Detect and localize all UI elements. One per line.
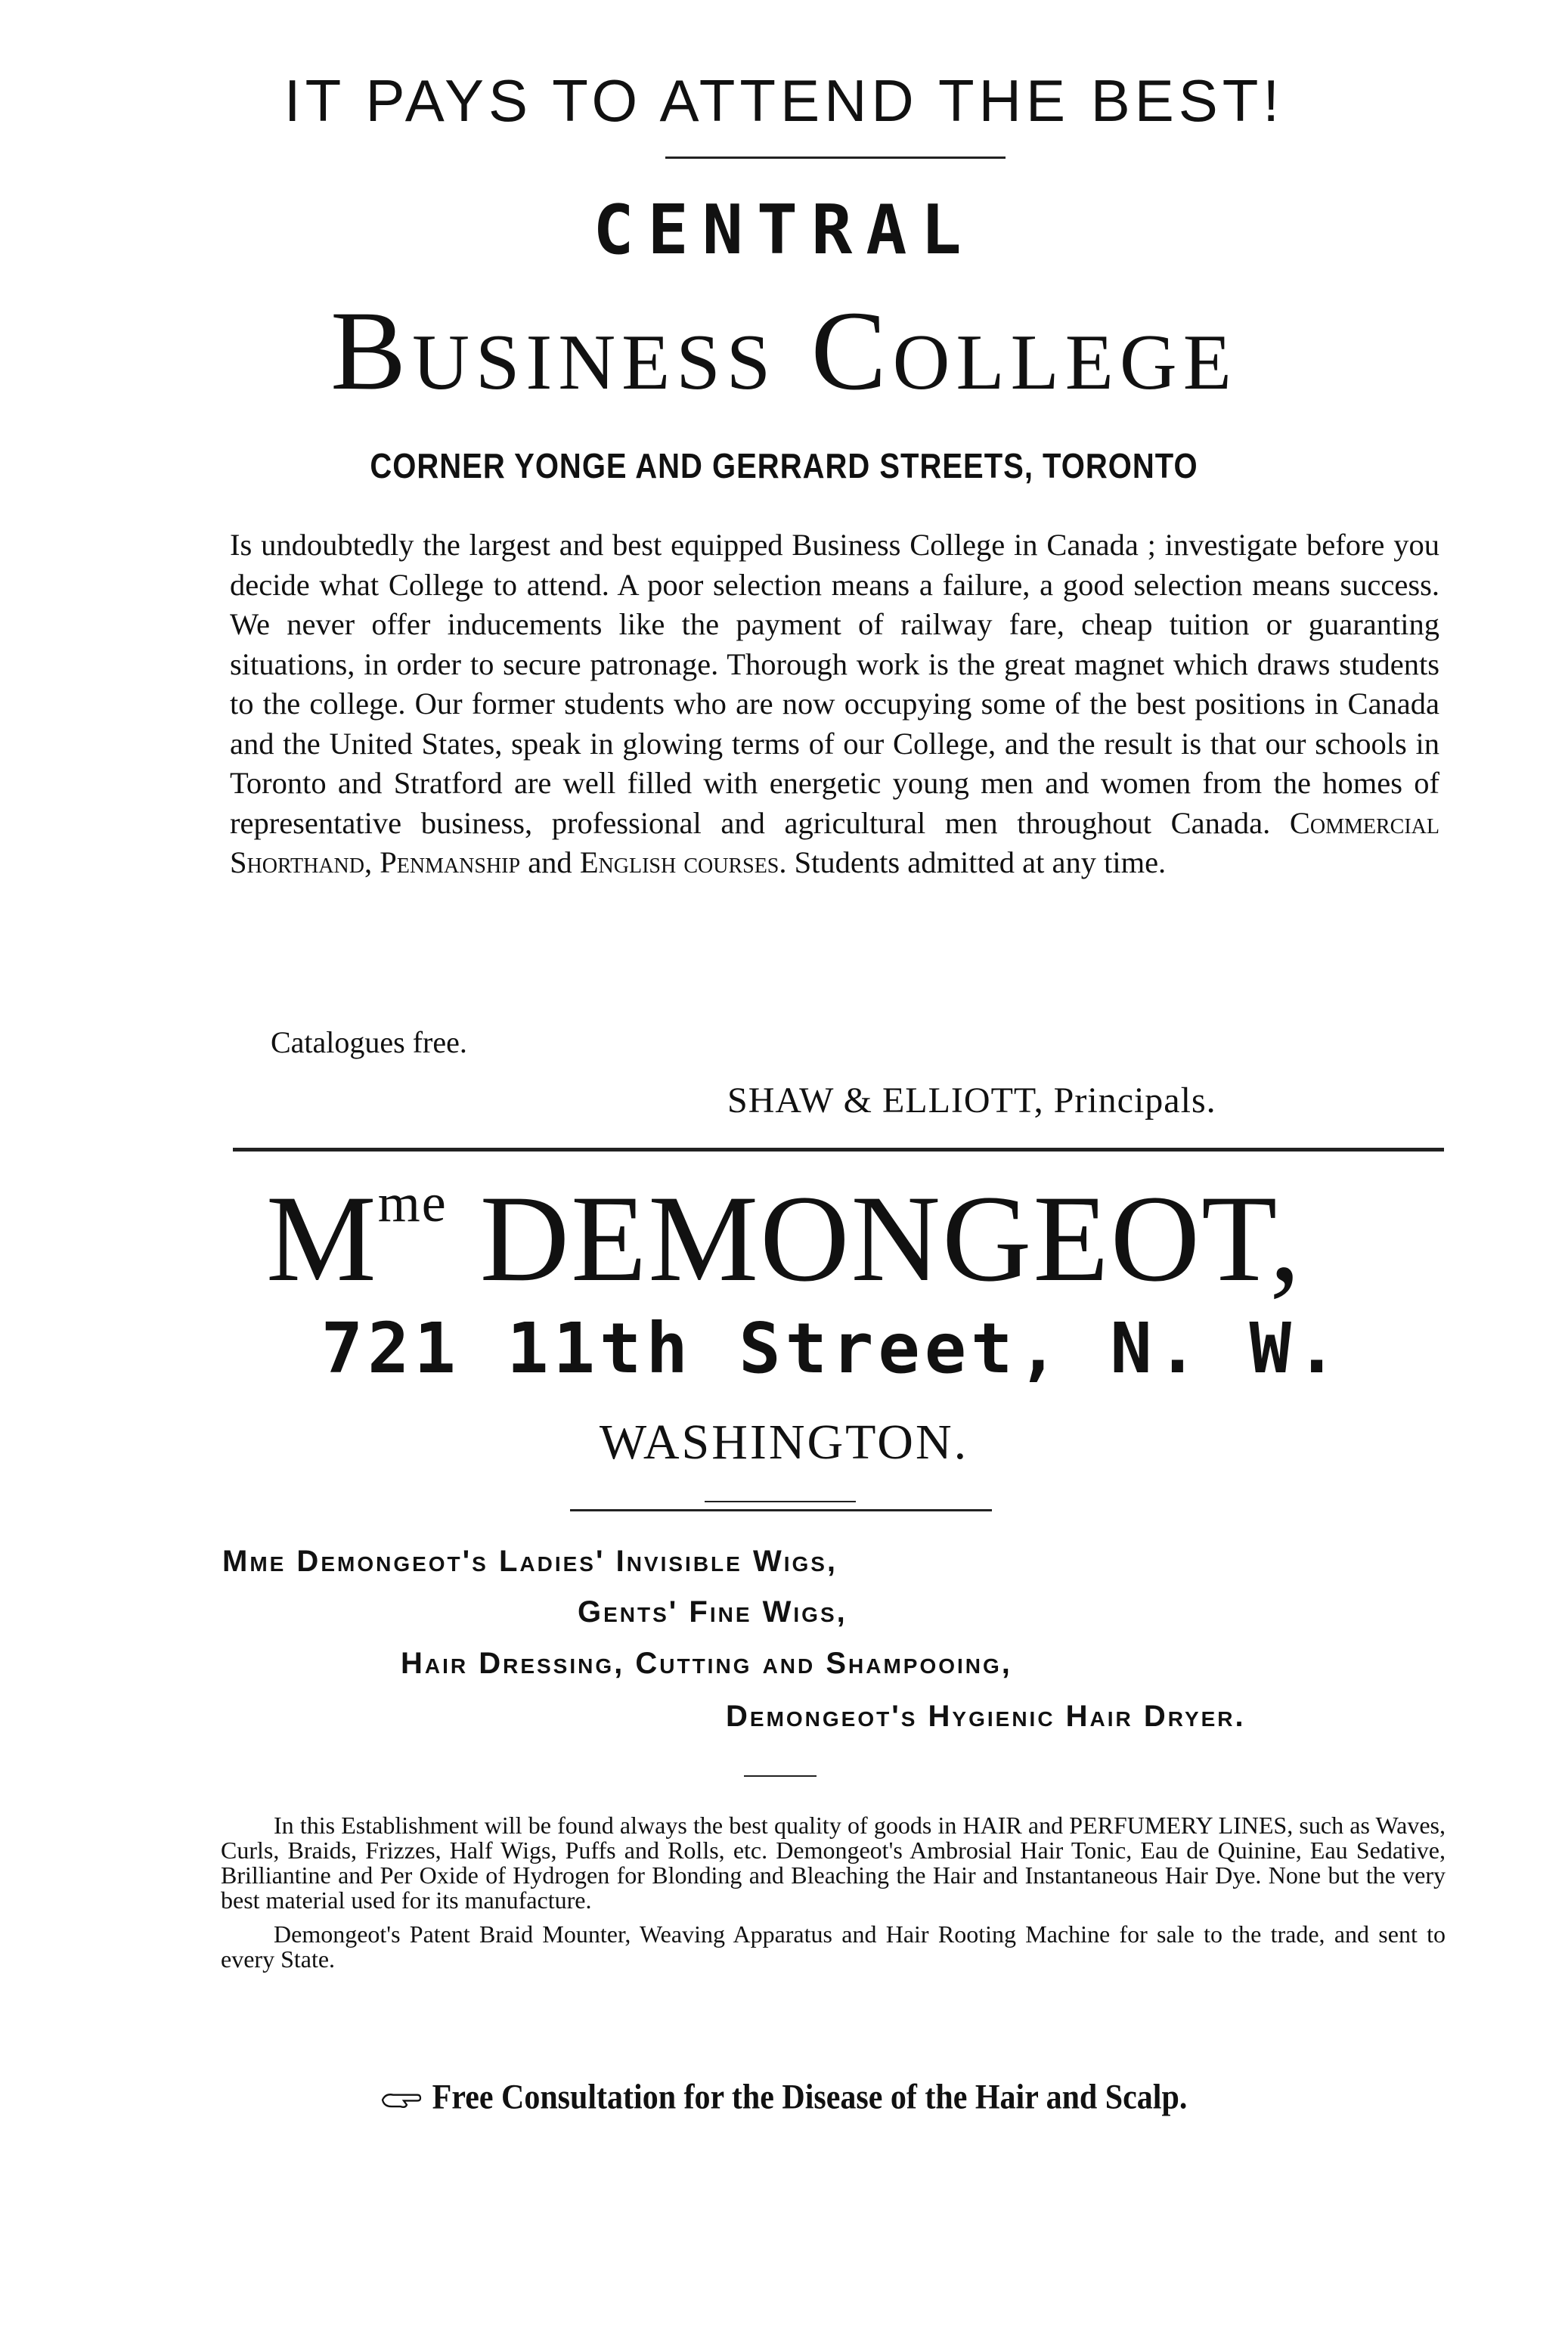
title-prefix: M: [265, 1170, 378, 1307]
consultation-text: Free Consultation for the Disease of the Hair and Scalp.: [432, 2078, 1188, 2117]
title-name: DEMONGEOT,: [447, 1170, 1303, 1307]
demongeot-title: [0, 1168, 1568, 1310]
pointing-hand-icon: [381, 2090, 422, 2109]
street-address: 721 11th Street, N. W.: [321, 1308, 1343, 1389]
braid-mounter-paragraph: Demongeot's Patent Braid Mounter, Weaving Apparatus and Hair Rooting Machine for sale to the trade, and sent to every State.: [221, 1920, 1446, 1973]
consultation-line: [0, 2078, 1568, 2118]
divider-double-lower: [570, 1509, 992, 1511]
title-superscript: me: [377, 1173, 448, 1233]
city-name: WASHINGTON.: [599, 1415, 969, 1470]
english-courses: English courses.: [579, 845, 787, 879]
tagline: IT PAYS TO ATTEND THE BEST!: [284, 67, 1284, 134]
courses-list: Commercial Shorthand, Penmanship: [230, 805, 1439, 879]
service-hair-dressing: Hair Dressing, Cutting and Shampooing,: [401, 1647, 1012, 1680]
establishment-notice: [221, 1813, 1446, 1972]
catalogues-note: Catalogues free.: [271, 1025, 467, 1059]
description-end: Students admitted at any time.: [786, 845, 1167, 879]
college-title: Business College: [330, 288, 1238, 414]
central-heading: CENTRAL: [593, 191, 975, 270]
service-gents-wigs: Gents' Fine Wigs,: [578, 1595, 848, 1629]
and-word: and: [520, 845, 580, 879]
service-wigs: Mme Demongeot's Ladies' Invisible Wigs,: [222, 1545, 838, 1578]
divider-double-upper: [705, 1501, 856, 1502]
section-divider: [233, 1148, 1444, 1152]
college-address: CORNER YONGE AND GERRARD STREETS, TORONTO: [370, 447, 1198, 486]
description-main: Is undoubtedly the largest and best equipped Business College in Canada ; investigate before you decide what College to attend. A poor selection means a failure, a good selection means success. We never offer inducements like the payment of railway fare, cheap tuition or guaranting situations, in order to secure patronage. Thorough work is the great magnet which draws students to the college. Our former students who are now occupying some of the best positions in Canada and the United States, speak in glowing terms of our College, and the result is that our schools in Toronto and Stratford are well filled with energetic young men and women from the homes of representative business, professional and agricultural men throughout Canada.: [230, 528, 1439, 840]
service-hair-dryer: Demongeot's Hygienic Hair Dryer.: [726, 1700, 1246, 1733]
college-description: [230, 525, 1439, 883]
establishment-paragraph: In this Establishment will be found always the best quality of goods in HAIR and PERFUMERY LINES, such as Waves, Curls, Braids, Frizzes, Half Wigs, Puffs and Rolls, etc. Demongeot's Ambrosial Hair Tonic, Eau de Quinine, Eau Sedative, Brilliantine and Per Oxide of Hydrogen for Blonding and Bleaching the Hair and Instantaneous Hair Dye. None but the very best material used for its manufacture.: [221, 1812, 1446, 1914]
principals-signature: SHAW & ELLIOTT, Principals.: [727, 1080, 1216, 1121]
divider-small: [744, 1775, 817, 1777]
divider-top: [665, 157, 1006, 159]
